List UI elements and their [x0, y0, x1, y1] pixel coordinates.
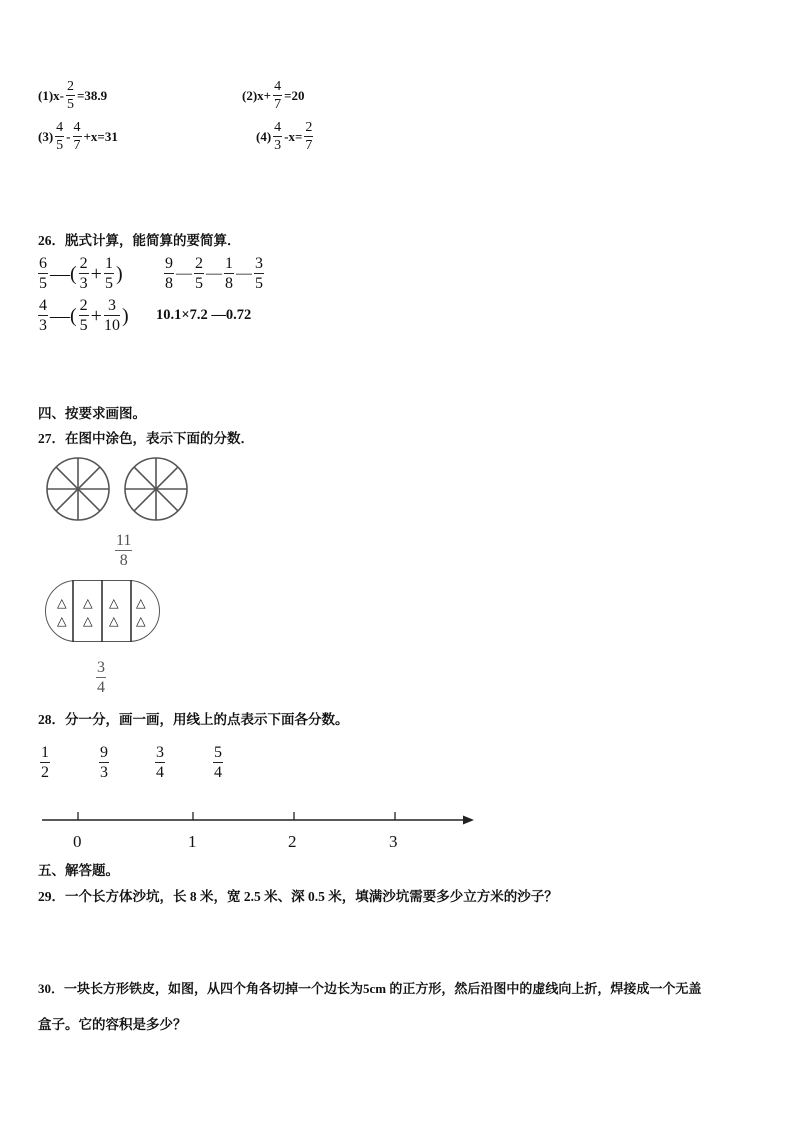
fraction-numerator: 1 — [225, 255, 233, 272]
fraction-denominator: 3 — [39, 317, 47, 334]
fraction-denominator: 7 — [274, 97, 282, 112]
e1-plus: + — [90, 262, 102, 285]
expression-3 — [36, 298, 129, 334]
q28-fraction-4 — [213, 745, 223, 781]
e2-fraction-d — [254, 256, 264, 292]
fraction-numerator: 2 — [195, 255, 203, 272]
eq3-fraction-1 — [55, 121, 64, 153]
e1-minus-paren: —( — [50, 262, 77, 285]
fraction-denominator: 8 — [119, 552, 128, 569]
eq4-fraction-2 — [304, 121, 313, 153]
fraction-numerator: 9 — [165, 255, 173, 272]
q28-fraction-3 — [155, 745, 165, 781]
tick-label-0: 0 — [73, 832, 82, 851]
fraction-denominator: 3 — [274, 138, 282, 153]
eq3-rest: +x=31 — [83, 129, 118, 144]
e2-minus-2: — — [206, 265, 222, 282]
section-5-heading: 五、解答题。 — [38, 863, 119, 878]
fraction-11-8 — [115, 533, 132, 569]
equation-4 — [256, 121, 315, 153]
fraction-numerator: 6 — [39, 255, 47, 272]
number-line — [40, 808, 480, 832]
tick-label-2: 2 — [288, 832, 297, 851]
q28-title: 28．分一分，画一画，用线上的点表示下面各分数。 — [38, 712, 349, 727]
eq2-label: (2)x+ — [242, 88, 272, 103]
q28-fraction-1 — [40, 745, 50, 781]
q28-fraction-2 — [99, 745, 109, 781]
e3-fraction-b — [79, 298, 89, 334]
fraction-numerator: 2 — [67, 79, 74, 94]
eq2-rest: =20 — [284, 88, 305, 103]
fraction-numerator: 11 — [116, 532, 132, 549]
q26-title: 26．脱式计算，能简算的要简算． — [38, 233, 241, 248]
tick-label-1: 1 — [188, 832, 197, 851]
fraction-numerator: 2 — [79, 255, 88, 272]
fraction-numerator: 3 — [97, 659, 105, 676]
eq4-fraction-1 — [273, 121, 282, 153]
circle-diagrams — [40, 452, 210, 528]
eq3-minus: - — [66, 129, 71, 144]
fraction-denominator: 5 — [67, 97, 74, 112]
eq2-fraction — [273, 80, 282, 112]
q27-title: 27．在图中涂色，表示下面的分数． — [38, 431, 254, 446]
fraction-numerator: 4 — [274, 120, 282, 135]
fraction-denominator: 8 — [165, 275, 173, 292]
e3-plus: + — [90, 304, 102, 327]
triangle-2: △ — [57, 613, 67, 628]
fraction-numerator: 4 — [274, 79, 282, 94]
eq3-fraction-2 — [73, 121, 82, 153]
fraction-denominator: 5 — [104, 275, 113, 292]
fraction-denominator: 10 — [103, 317, 120, 334]
fraction-numerator: 2 — [305, 120, 313, 135]
eq1-fraction — [66, 80, 75, 112]
fraction-denominator: 5 — [56, 138, 64, 153]
triangle-4: △ — [83, 613, 93, 628]
number-line-arrow — [463, 816, 474, 825]
equation-3 — [38, 121, 118, 153]
fraction-denominator: 7 — [305, 138, 313, 153]
fraction-numerator: 3 — [255, 255, 263, 272]
fraction-numerator: 5 — [214, 744, 222, 761]
fraction-denominator: 7 — [73, 138, 81, 153]
e2-fraction-c — [224, 256, 234, 292]
section-4-heading: 四、按要求画图。 — [38, 406, 146, 421]
e3-fraction-c — [104, 298, 120, 334]
eq4-mid: -x= — [284, 129, 303, 144]
triangle-5: △ — [109, 595, 119, 610]
triangle-box-dividers — [45, 580, 160, 642]
q30-line-2: 盒子。它的容积是多少？ — [38, 1017, 187, 1032]
fraction-denominator: 3 — [100, 764, 108, 781]
fraction-numerator: 3 — [156, 744, 164, 761]
e1-close-paren: ) — [115, 262, 123, 285]
expression-2 — [162, 256, 266, 292]
e3-minus-paren: —( — [50, 304, 77, 327]
e3-fraction-a — [38, 298, 48, 334]
triangle-3: △ — [83, 595, 93, 610]
expression-1 — [36, 256, 123, 292]
fraction-denominator: 4 — [156, 764, 164, 781]
fraction-numerator: 4 — [39, 297, 47, 314]
equation-2 — [242, 80, 305, 112]
circle-1 — [47, 458, 109, 520]
equation-1 — [38, 80, 107, 112]
eq1-label: (1)x- — [38, 88, 64, 103]
q29-text: 29．一个长方体沙坑，长 8 米，宽 2.5 米、深 0.5 米，填满沙坑需要多少立方米的沙子？ — [38, 889, 558, 904]
eq3-label: (3) — [38, 129, 54, 144]
circle-2 — [125, 458, 187, 520]
fraction-denominator: 5 — [79, 317, 88, 334]
fraction-numerator: 1 — [104, 255, 113, 272]
fraction-numerator: 4 — [56, 120, 64, 135]
fraction-numerator: 4 — [73, 120, 81, 135]
fraction-denominator: 3 — [79, 275, 88, 292]
fraction-numerator: 3 — [107, 297, 116, 314]
e3-close-paren: ) — [121, 304, 129, 327]
triangle-1: △ — [57, 595, 67, 610]
fraction-numerator: 2 — [79, 297, 88, 314]
fraction-3-4 — [96, 660, 106, 696]
fraction-denominator: 5 — [255, 275, 263, 292]
fraction-denominator: 4 — [214, 764, 222, 781]
fraction-denominator: 8 — [225, 275, 233, 292]
e2-minus-1: — — [176, 265, 192, 282]
e1-fraction-c — [104, 256, 114, 292]
tick-label-3: 3 — [389, 832, 398, 851]
eq4-label: (4) — [256, 129, 272, 144]
triangle-7: △ — [136, 595, 146, 610]
triangle-6: △ — [109, 613, 119, 628]
q30-line-1: 30．一块长方形铁皮，如图，从四个角各切掉一个边长为5cm 的正方形，然后沿图中的虚线向上折，焊接成一个无盖 — [38, 981, 702, 996]
fraction-denominator: 5 — [195, 275, 203, 292]
eq1-rest: =38.9 — [77, 88, 108, 103]
fraction-numerator: 9 — [100, 744, 108, 761]
expression-4: 10.1×7.2 —0.72 — [156, 307, 252, 323]
fraction-denominator: 4 — [97, 679, 105, 696]
e1-fraction-b — [79, 256, 89, 292]
e2-fraction-a — [164, 256, 174, 292]
e2-minus-3: — — [236, 265, 252, 282]
fraction-denominator: 2 — [41, 764, 49, 781]
triangle-8: △ — [136, 613, 146, 628]
fraction-denominator: 5 — [39, 275, 47, 292]
fraction-numerator: 1 — [41, 744, 49, 761]
e1-fraction-a — [38, 256, 48, 292]
e2-fraction-b — [194, 256, 204, 292]
